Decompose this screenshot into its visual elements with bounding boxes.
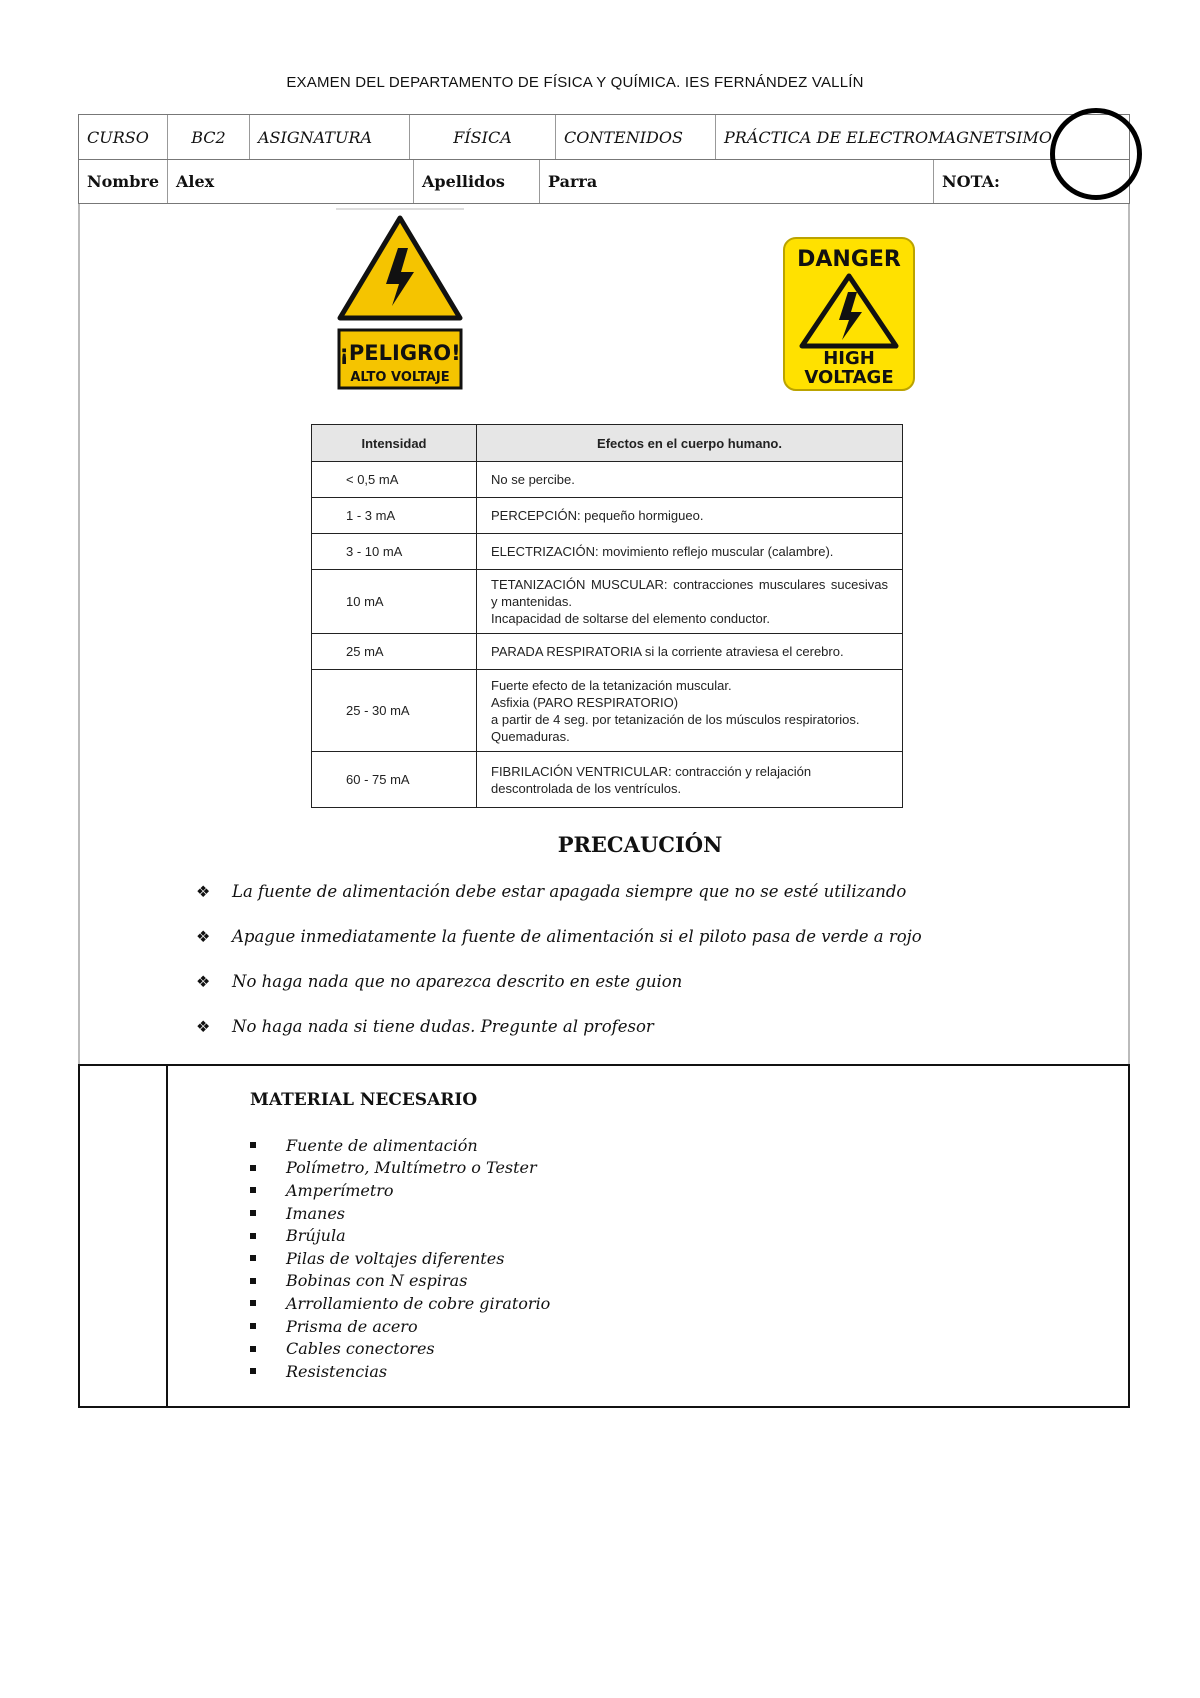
list-item — [250, 1360, 550, 1383]
header-intensidad: Intensidad — [312, 425, 477, 462]
nombre-label: Nombre — [87, 172, 160, 191]
asignatura-value: FÍSICA — [409, 115, 555, 159]
precaucion-item: La fuente de alimentación debe estar apagada siempre que no se esté utilizando — [232, 882, 907, 901]
table-row — [312, 462, 903, 498]
square-bullet-icon — [250, 1165, 256, 1171]
square-bullet-icon — [250, 1142, 256, 1148]
apellidos-label: Apellidos — [413, 160, 539, 203]
effect-cell: PERCEPCIÓN: pequeño hormigueo. — [477, 498, 903, 534]
material-section-box — [78, 1064, 1130, 1408]
effect-cell: Fuerte efecto de la tetanización muscular. Asfixia (PARO RESPIRATORIO) a partir de 4 seg. por tetanización de los músculos respiratorios. Quemaduras. — [477, 670, 903, 752]
diamond-bullet-icon: ❖ — [196, 882, 211, 901]
contenidos-label: CONTENIDOS — [555, 115, 715, 159]
material-item: Cables conectores — [286, 1339, 435, 1359]
material-item: Prisma de acero — [286, 1316, 418, 1336]
material-title: MATERIAL NECESARIO — [250, 1090, 478, 1110]
material-list — [250, 1134, 550, 1383]
current-effects-table — [311, 424, 903, 808]
effect-cell: TETANIZACIÓN MUSCULAR: contracciones musculares sucesivas y mantenidas. Incapacidad de soltarse del elemento conductor. — [477, 570, 903, 634]
effect-cell: PARADA RESPIRATORIA si la corriente atraviesa el cerebro. — [477, 634, 903, 670]
list-item — [250, 1134, 550, 1157]
material-item: Bobinas con N espiras — [286, 1271, 468, 1291]
list-item — [250, 1247, 550, 1270]
material-section-divider — [166, 1064, 168, 1408]
nota-label: NOTA: — [933, 160, 1131, 203]
square-bullet-icon — [250, 1210, 256, 1216]
effect-cell: FIBRILACIÓN VENTRICULAR: contracción y relajación descontrolada de los ventrículos. — [477, 752, 903, 808]
precaucion-item: No haga nada que no aparezca descrito en este guion — [232, 972, 683, 991]
material-item: Pilas de voltajes diferentes — [286, 1248, 505, 1268]
list-item — [250, 1202, 550, 1225]
alto-voltaje-text: ALTO VOLTAJE — [350, 370, 450, 385]
effect-cell: No se percibe. — [477, 462, 903, 498]
table-row — [312, 752, 903, 808]
material-item: Amperímetro — [286, 1180, 394, 1200]
square-bullet-icon — [250, 1233, 256, 1239]
precaucion-list — [196, 882, 922, 1062]
list-item — [196, 882, 922, 927]
curso-value: BC2 — [167, 115, 249, 159]
table-row — [312, 570, 903, 634]
material-item: Imanes — [286, 1203, 346, 1223]
precaucion-item: No haga nada si tiene dudas. Pregunte al profesor — [232, 1017, 654, 1036]
list-item — [250, 1224, 550, 1247]
diamond-bullet-icon: ❖ — [196, 927, 211, 946]
square-bullet-icon — [250, 1187, 256, 1193]
high-text: HIGH — [823, 348, 875, 369]
diamond-bullet-icon: ❖ — [196, 972, 211, 991]
list-item — [250, 1270, 550, 1293]
contenidos-value: PRÁCTICA DE ELECTROMAGNETSIMO — [715, 115, 1131, 159]
material-item: Brújula — [286, 1226, 346, 1246]
list-item — [196, 927, 922, 972]
intensity-cell: < 0,5 mA — [312, 462, 477, 498]
table-row — [312, 498, 903, 534]
list-item — [250, 1157, 550, 1180]
intensity-cell: 25 mA — [312, 634, 477, 670]
table-row — [312, 670, 903, 752]
danger-text: DANGER — [797, 247, 901, 272]
intensity-cell: 25 - 30 mA — [312, 670, 477, 752]
precaucion-title: PRECAUCIÓN — [557, 832, 723, 857]
square-bullet-icon — [250, 1255, 256, 1261]
info-row-student — [78, 160, 1130, 204]
list-item — [250, 1292, 550, 1315]
material-item: Resistencias — [286, 1361, 388, 1381]
info-row-course — [78, 114, 1130, 160]
material-item: Arrollamiento de cobre giratorio — [286, 1293, 551, 1313]
material-item: Fuente de alimentación — [286, 1135, 478, 1155]
document-header: EXAMEN DEL DEPARTAMENTO DE FÍSICA Y QUÍMICA. IES FERNÁNDEZ VALLÍN — [286, 74, 864, 91]
precaucion-item: Apague inmediatamente la fuente de alimentación si el piloto pasa de verde a rojo — [232, 927, 922, 946]
peligro-text: ¡PELIGRO! — [339, 341, 461, 365]
square-bullet-icon — [250, 1300, 256, 1306]
table-header-row — [312, 425, 903, 462]
nombre-value: Alex — [167, 160, 413, 203]
curso-label: CURSO — [87, 127, 149, 147]
effect-cell: ELECTRIZACIÓN: movimiento reflejo muscular (calambre). — [477, 534, 903, 570]
material-item: Polímetro, Multímetro o Tester — [286, 1158, 537, 1178]
intensity-cell: 3 - 10 mA — [312, 534, 477, 570]
peligro-warning-sign — [336, 208, 464, 392]
square-bullet-icon — [250, 1346, 256, 1352]
asignatura-label: ASIGNATURA — [249, 115, 409, 159]
list-item — [196, 1017, 922, 1062]
diamond-bullet-icon: ❖ — [196, 1017, 211, 1036]
table-row — [312, 534, 903, 570]
list-item — [196, 972, 922, 1017]
table-row — [312, 634, 903, 670]
grade-circle — [1050, 108, 1142, 200]
square-bullet-icon — [250, 1368, 256, 1374]
voltage-text: VOLTAGE — [804, 367, 894, 388]
list-item — [250, 1315, 550, 1338]
square-bullet-icon — [250, 1323, 256, 1329]
square-bullet-icon — [250, 1278, 256, 1284]
intensity-cell: 60 - 75 mA — [312, 752, 477, 808]
list-item — [250, 1337, 550, 1360]
intensity-cell: 10 mA — [312, 570, 477, 634]
header-efectos: Efectos en el cuerpo humano. — [477, 425, 903, 462]
danger-high-voltage-sign — [782, 236, 916, 392]
intensity-cell: 1 - 3 mA — [312, 498, 477, 534]
apellidos-value: Parra — [539, 160, 933, 203]
list-item — [250, 1179, 550, 1202]
